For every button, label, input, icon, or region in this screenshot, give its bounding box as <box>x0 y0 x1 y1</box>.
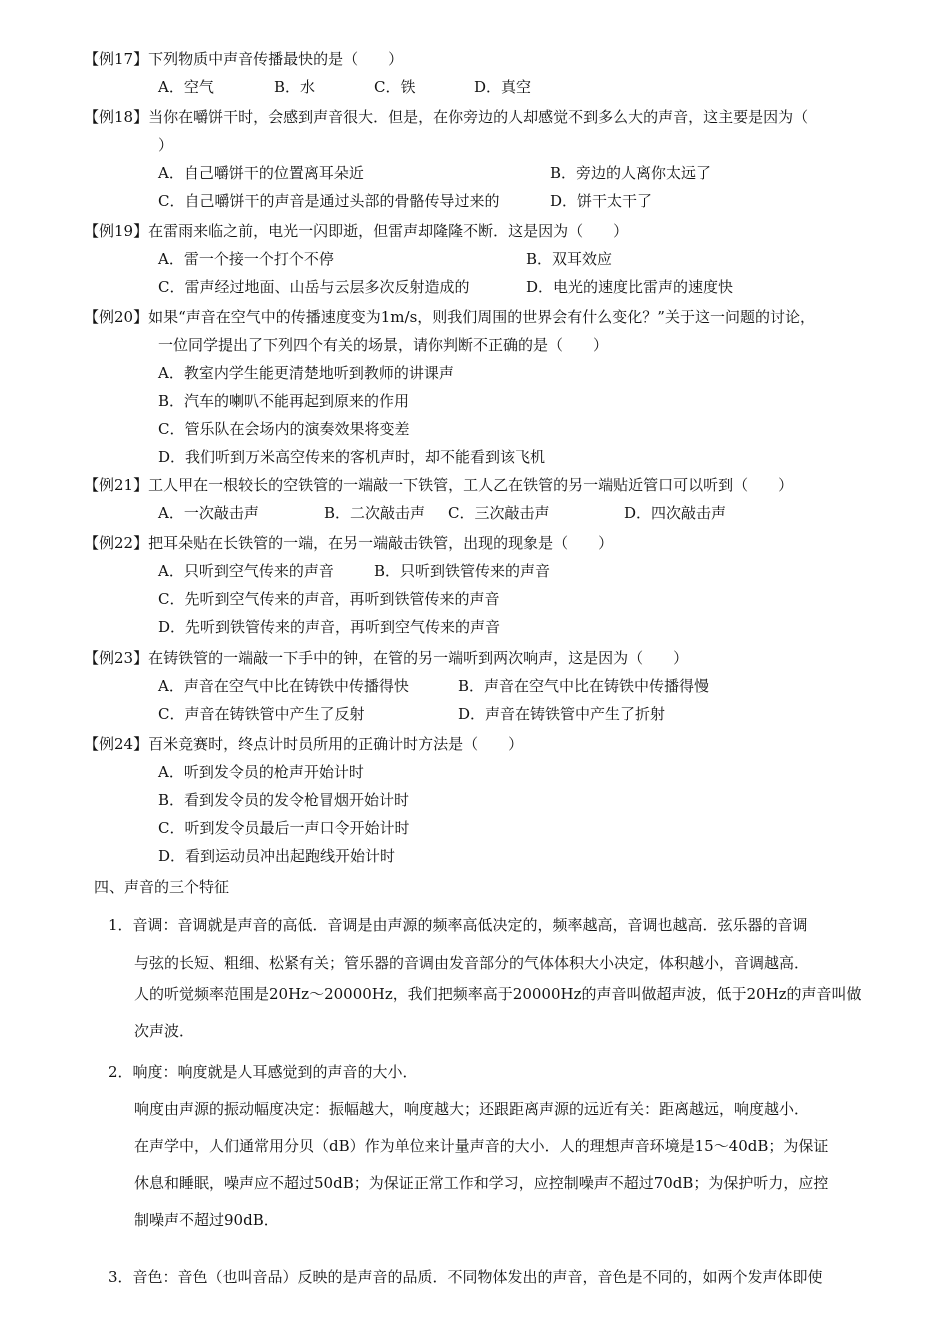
option-b: B．双耳效应 <box>526 250 613 268</box>
feature-pitch <box>108 914 920 1042</box>
option-row <box>84 276 920 298</box>
question-label: 【例20】 <box>84 308 149 326</box>
question-text: 在铸铁管的一端敲一下手中的钟，在管的另一端听到两次响声，这是因为（ ） <box>148 649 689 667</box>
option-a: A．自己嚼饼干的位置离耳朵近 <box>158 164 364 182</box>
question-text: 在雷雨来临之前，电光一闪即逝，但雷声却隆隆不断．这是因为（ ） <box>148 222 629 240</box>
section-title: 四、声音的三个特征 <box>94 878 230 896</box>
question-label: 【例19】 <box>84 222 149 240</box>
option-c: C．铁 <box>374 78 416 96</box>
question-label: 【例23】 <box>84 649 149 667</box>
question-label: 【例18】 <box>84 108 149 126</box>
option-row <box>84 76 920 98</box>
option-c: C．先听到空气传来的声音，再听到铁管传来的声音 <box>158 590 500 608</box>
option-b: B．水 <box>274 78 316 96</box>
paragraph-line: 与弦的长短、粗细、松紧有关；管乐器的音调由发音部分的气体体积大小决定，体积越小，音调越高． <box>134 954 810 972</box>
option-d: D．声音在铸铁管中产生了折射 <box>458 705 666 723</box>
option-c: C．听到发令员最后一声口令开始计时 <box>158 819 410 837</box>
option-c: C．管乐队在会场内的演奏效果将变差 <box>158 420 410 438</box>
option-d: D．先听到铁管传来的声音，再听到空气传来的声音 <box>158 618 501 636</box>
question-text-continued: 一位同学提出了下列四个有关的场景，请你判断不正确的是（ ） <box>158 336 609 354</box>
option-b: B．声音在空气中比在铸铁中传播得慢 <box>458 677 710 695</box>
option-a: A．声音在空气中比在铸铁中传播得快 <box>158 677 409 695</box>
question-text-continued: ） <box>158 136 174 154</box>
question-24 <box>84 733 920 867</box>
option-a: A．教室内学生能更清楚地听到教师的讲课声 <box>158 364 454 382</box>
question-18 <box>84 106 920 212</box>
option-row <box>84 190 920 212</box>
option-d: D．饼干太干了 <box>550 192 653 210</box>
question-label: 【例24】 <box>84 735 149 753</box>
question-label: 【例22】 <box>84 534 149 552</box>
question-22 <box>84 532 920 638</box>
option-d: D．四次敲击声 <box>624 504 727 522</box>
question-text: 当你在嚼饼干时，会感到声音很大．但是，在你旁边的人却感觉不到多么大的声音，这主要是因为（ <box>148 108 809 126</box>
question-20 <box>84 306 920 468</box>
question-text: 如果“声音在空气中的传播速度变为1m/s，则我们周围的世界会有什么变化？”关于这一问题的讨论， <box>148 308 815 326</box>
paragraph-line: 2．响度：响度就是人耳感觉到的声音的大小． <box>108 1063 418 1081</box>
option-b: B．汽车的喇叭不能再起到原来的作用 <box>158 392 410 410</box>
option-a: A．一次敲击声 <box>158 504 259 522</box>
option-b: B．只听到铁管传来的声音 <box>374 562 551 580</box>
option-d: D．我们听到万米高空传来的客机声时，却不能看到该飞机 <box>158 448 546 466</box>
option-d: D．看到运动员冲出起跑线开始计时 <box>158 847 396 865</box>
option-d: D．电光的速度比雷声的速度快 <box>526 278 734 296</box>
paragraph-line: 响度由声源的振动幅度决定：振幅越大，响度越大；还跟距离声源的远近有关：距离越远，响度越小． <box>134 1100 810 1118</box>
question-23 <box>84 647 920 725</box>
paragraph-line: 制噪声不超过90dB． <box>134 1211 279 1229</box>
paragraph-line: 人的听觉频率范围是20Hz～20000Hz，我们把频率高于20000Hz的声音叫做超声波，低于20Hz的声音叫做 <box>134 985 862 1003</box>
question-text: 下列物质中声音传播最快的是（ ） <box>148 50 404 68</box>
option-a: A．只听到空气传来的声音 <box>158 562 334 580</box>
option-row <box>84 502 920 524</box>
paragraph-line: 在声学中，人们通常用分贝（dB）作为单位来计量声音的大小．人的理想声音环境是15～40dB；为保证 <box>134 1137 829 1155</box>
paragraph-line: 3．音色：音色（也叫音品）反映的是声音的品质．不同物体发出的声音，音色是不同的，如两个发声体即使 <box>108 1268 823 1286</box>
question-text: 百米竞赛时，终点计时员所用的正确计时方法是（ ） <box>148 735 524 753</box>
option-b: B．看到发令员的发令枪冒烟开始计时 <box>158 791 410 809</box>
option-b: B．旁边的人离你太远了 <box>550 164 712 182</box>
question-19 <box>84 220 920 298</box>
question-text: 工人甲在一根较长的空铁管的一端敲一下铁管，工人乙在铁管的另一端贴近管口可以听到（ ） <box>148 476 794 494</box>
paragraph-line: 休息和睡眠，噪声应不超过50dB；为保证正常工作和学习，应控制噪声不超过70dB；为保护听力，应控 <box>134 1174 829 1192</box>
feature-timbre <box>108 1266 920 1288</box>
option-row <box>84 248 920 270</box>
option-c: C．声音在铸铁管中产生了反射 <box>158 705 365 723</box>
option-row <box>84 675 920 697</box>
option-row <box>84 560 920 582</box>
option-row <box>84 703 920 725</box>
option-b: B．二次敲击声 <box>324 504 426 522</box>
option-row <box>84 162 920 184</box>
paragraph-line: 1．音调：音调就是声音的高低．音调是由声源的频率高低决定的，频率越高，音调也越高．弦乐器的音调 <box>108 916 808 934</box>
option-a: A．空气 <box>158 78 214 96</box>
option-a: A．听到发令员的枪声开始计时 <box>158 763 364 781</box>
feature-loudness <box>108 1061 920 1231</box>
paragraph-line: 次声波． <box>134 1022 195 1040</box>
option-a: A．雷一个接一个打个不停 <box>158 250 334 268</box>
question-17 <box>84 48 920 98</box>
option-c: C．三次敲击声 <box>448 504 550 522</box>
option-c: C．雷声经过地面、山岳与云层多次反射造成的 <box>158 278 470 296</box>
question-label: 【例17】 <box>84 50 149 68</box>
option-c: C．自己嚼饼干的声音是通过头部的骨骼传导过来的 <box>158 192 500 210</box>
question-text: 把耳朵贴在长铁管的一端，在另一端敲击铁管，出现的现象是（ ） <box>148 534 614 552</box>
option-d: D．真空 <box>474 78 532 96</box>
question-label: 【例21】 <box>84 476 149 494</box>
question-21 <box>84 474 920 524</box>
